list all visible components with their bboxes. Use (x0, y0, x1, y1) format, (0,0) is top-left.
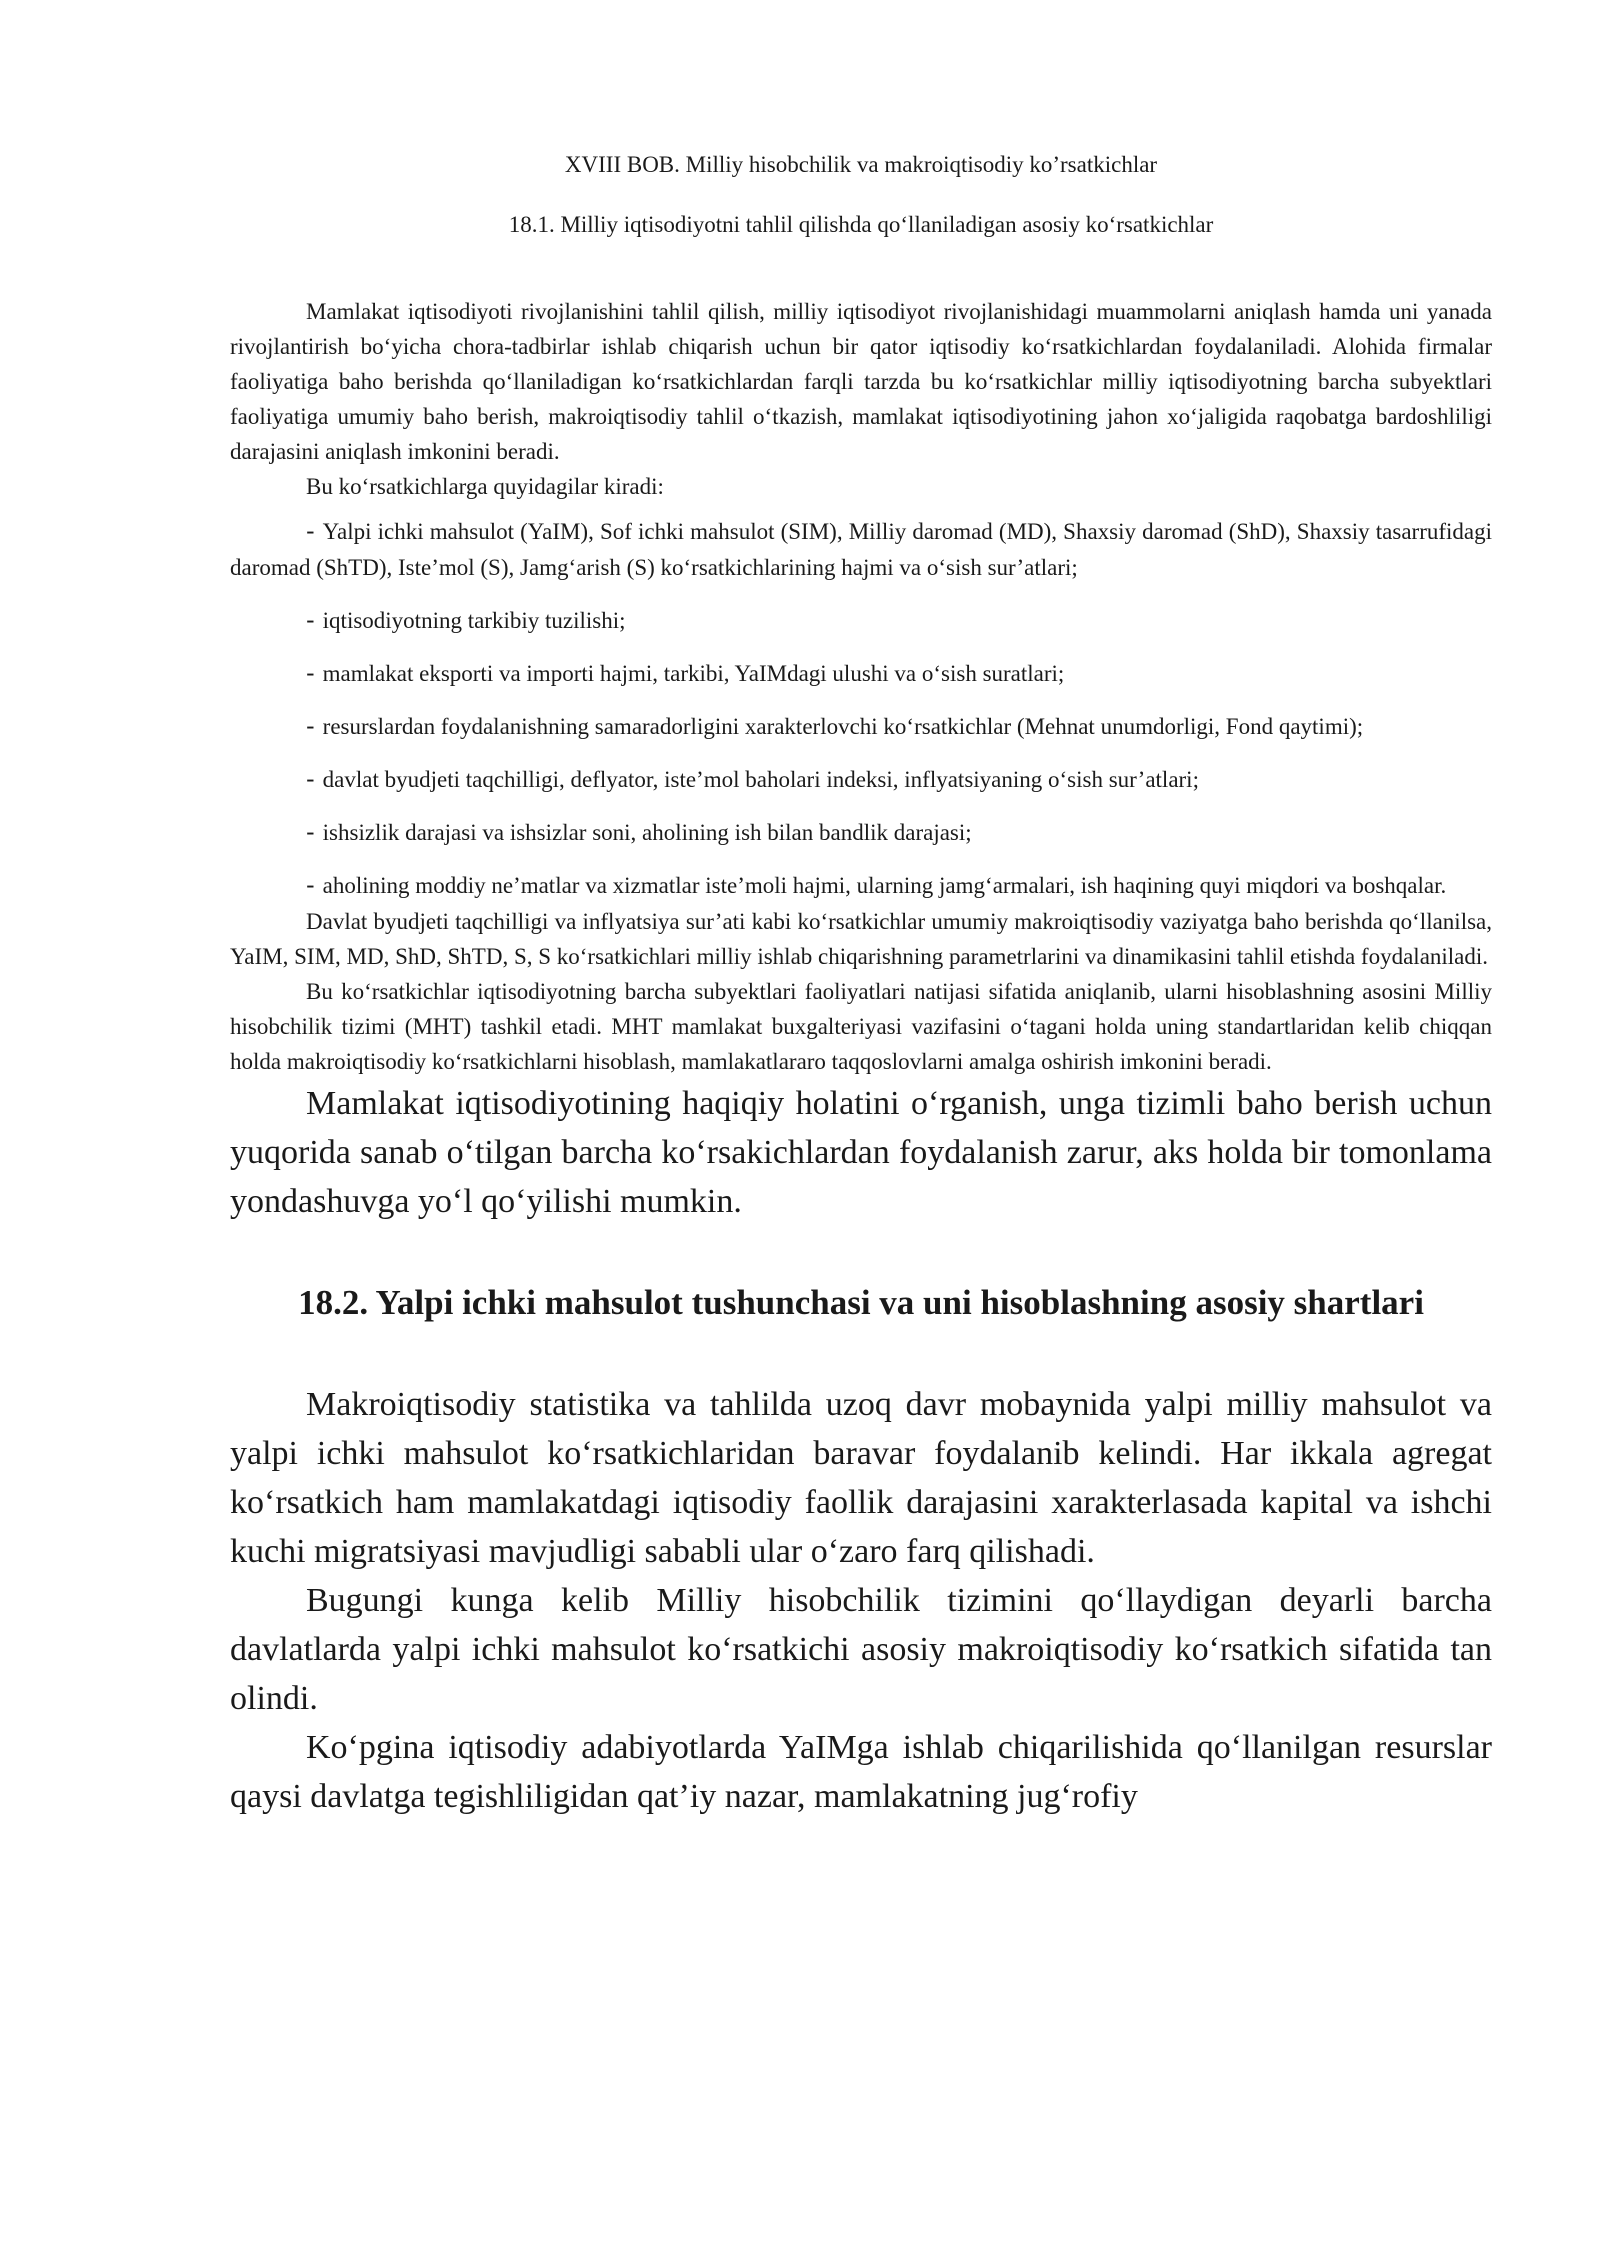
list-item-text: mamlakat eksporti va importi hajmi, tarkibi, YaIMdagi ulushi va o‘sish suratlari; (322, 661, 1065, 686)
section-title-18-2: 18.2. Yalpi ichki mahsulot tushunchasi va uni hisoblashning asosiy shartlari (298, 1283, 1424, 1322)
paragraph-gdp-definition: Ko‘pgina iqtisodiy adabiyotlarda YaIMga ishlab chiqarilishida qo‘llanilgan resurslar qaysi davlatga tegishliligidan qat’iy nazar, mamlakatning jug‘rofiy (230, 1729, 1492, 1815)
document-body (230, 150, 1492, 1821)
list-item-text: aholining moddiy ne’matlar va xizmatlar iste’moli hajmi, ularning jamg‘armalari, ish haqining quyi miqdori va boshqalar. (322, 873, 1447, 898)
section-title-18-1: 18.1. Milliy iqtisodiyotni tahlil qilishda qo‘llaniladigan asosiy ko‘rsatkichlar (508, 212, 1214, 237)
list-item-text: davlat byudjeti taqchilligi, deflyator, iste’mol baholari indeksi, inflyatsiyaning o‘sish sur’atlari; (322, 767, 1199, 792)
dash-marker: - (306, 659, 315, 687)
list-item-text: ishsizlik darajasi va ishsizlar soni, aholining ish bilan bandlik darajasi; (322, 820, 972, 845)
list-item (230, 867, 1492, 904)
dash-marker: - (306, 606, 315, 634)
list-item (230, 708, 1492, 745)
dash-marker: - (306, 818, 315, 846)
list-item-text: Yalpi ichki mahsulot (YaIM), Sof ichki mahsulot (SIM), Milliy daromad (MD), Shaxsiy daromad (ShD), Shaxsiy tasarrufidagi daromad (ShTD), Iste’mol (S), Jamg‘arish (S) ko‘rsatkichlarining hajmi va o‘sish sur’atlari; (230, 519, 1492, 580)
dash-marker: - (306, 765, 315, 793)
list-item (230, 761, 1492, 798)
list-item-text: resurslardan foydalanishning samaradorligini xarakterlovchi ko‘rsatkichlar (Mehnat unumdorligi, Fond qaytimi); (322, 714, 1364, 739)
paragraph-budget-deficit: Davlat byudjeti taqchilligi va inflyatsiya sur’ati kabi ko‘rsatkichlar umumiy makroiqtisodiy vaziyatga baho berishda qo‘llanilsa, YaIM, SIM, MD, ShD, ShTD, S, S ko‘rsatkichlari milliy ishlab chiqarishning parametrlarini va dinamikasini tahlil etishda foydalaniladi. (230, 909, 1492, 969)
list-item (230, 513, 1492, 586)
list-intro: Bu ko‘rsatkichlarga quyidagilar kiradi: (306, 474, 664, 499)
list-item-text: iqtisodiyotning tarkibiy tuzilishi; (322, 608, 626, 633)
list-item (230, 655, 1492, 692)
dash-marker: - (306, 871, 315, 899)
indicator-list (230, 513, 1492, 904)
paragraph-conclusion: Mamlakat iqtisodiyotining haqiqiy holatini o‘rganish, unga tizimli baho berish uchun yuqorida sanab o‘tilgan barcha ko‘rsakichlardan foydalanish zarur, aks holda bir tomonlama yondashuvga yo‘l qo‘yilishi mumkin. (230, 1085, 1492, 1220)
paragraph-macro-statistics: Makroiqtisodiy statistika va tahlilda uzoq davr mobaynida yalpi milliy mahsulot va yalpi ichki mahsulot ko‘rsatkichlaridan baravar foydalanib kelindi. Har ikkala agregat ko‘rsatkich ham mamlakatdagi iqtisodiy faollik darajasini xarakterlasada kapital va ishchi kuchi migratsiyasi mavjudligi sababli ular o‘zaro farq qilishadi. (230, 1386, 1492, 1570)
paragraph-gdp-recognition: Bugungi kunga kelib Milliy hisobchilik tizimini qo‘llaydigan deyarli barcha davlatlarda yalpi ichki mahsulot ko‘rsatkichi asosiy makroiqtisodiy ko‘rsatkich sifatida tan olindi. (230, 1582, 1492, 1717)
dash-marker: - (306, 712, 315, 740)
paragraph-intro: Mamlakat iqtisodiyoti rivojlanishini tahlil qilish, milliy iqtisodiyot rivojlanishidagi muammolarni aniqlash hamda uni yanada rivojlantirish bo‘yicha chora-tadbirlar ishlab chiqarish uchun bir qator iqtisodiy ko‘rsatkichlardan foydalaniladi. Alohida firmalar faoliyatiga baho berishda qo‘llaniladigan ko‘rsatkichlardan farqli tarzda bu ko‘rsatkichlar milliy iqtisodiyotning barcha subyektlari faoliyatiga umumiy baho berish, makroiqtisodiy tahlil o‘tkazish, mamlakat iqtisodiyotining jahon xo‘jaligida raqobatga bardoshliligi darajasini aniqlash imkonini beradi. (230, 299, 1492, 464)
dash-marker: - (306, 517, 315, 545)
paragraph-mht: Bu ko‘rsatkichlar iqtisodiyotning barcha subyektlari faoliyatlari natijasi sifatida aniqlanib, ularni hisoblashning asosini Milliy hisobchilik tizimi (MHT) tashkil etadi. MHT mamlakat buxgalteriyasi vazifasini o‘tagani holda uning standartlaridan kelib chiqqan holda makroiqtisodiy ko‘rsatkichlarni hisoblash, mamlakatlararo taqqoslovlarni amalga oshirish imkonini beradi. (230, 979, 1492, 1074)
chapter-title: XVIII BOB. Milliy hisobchilik va makroiqtisodiy ko’rsatkichlar (564, 152, 1158, 177)
list-item (230, 814, 1492, 851)
list-item (230, 602, 1492, 639)
